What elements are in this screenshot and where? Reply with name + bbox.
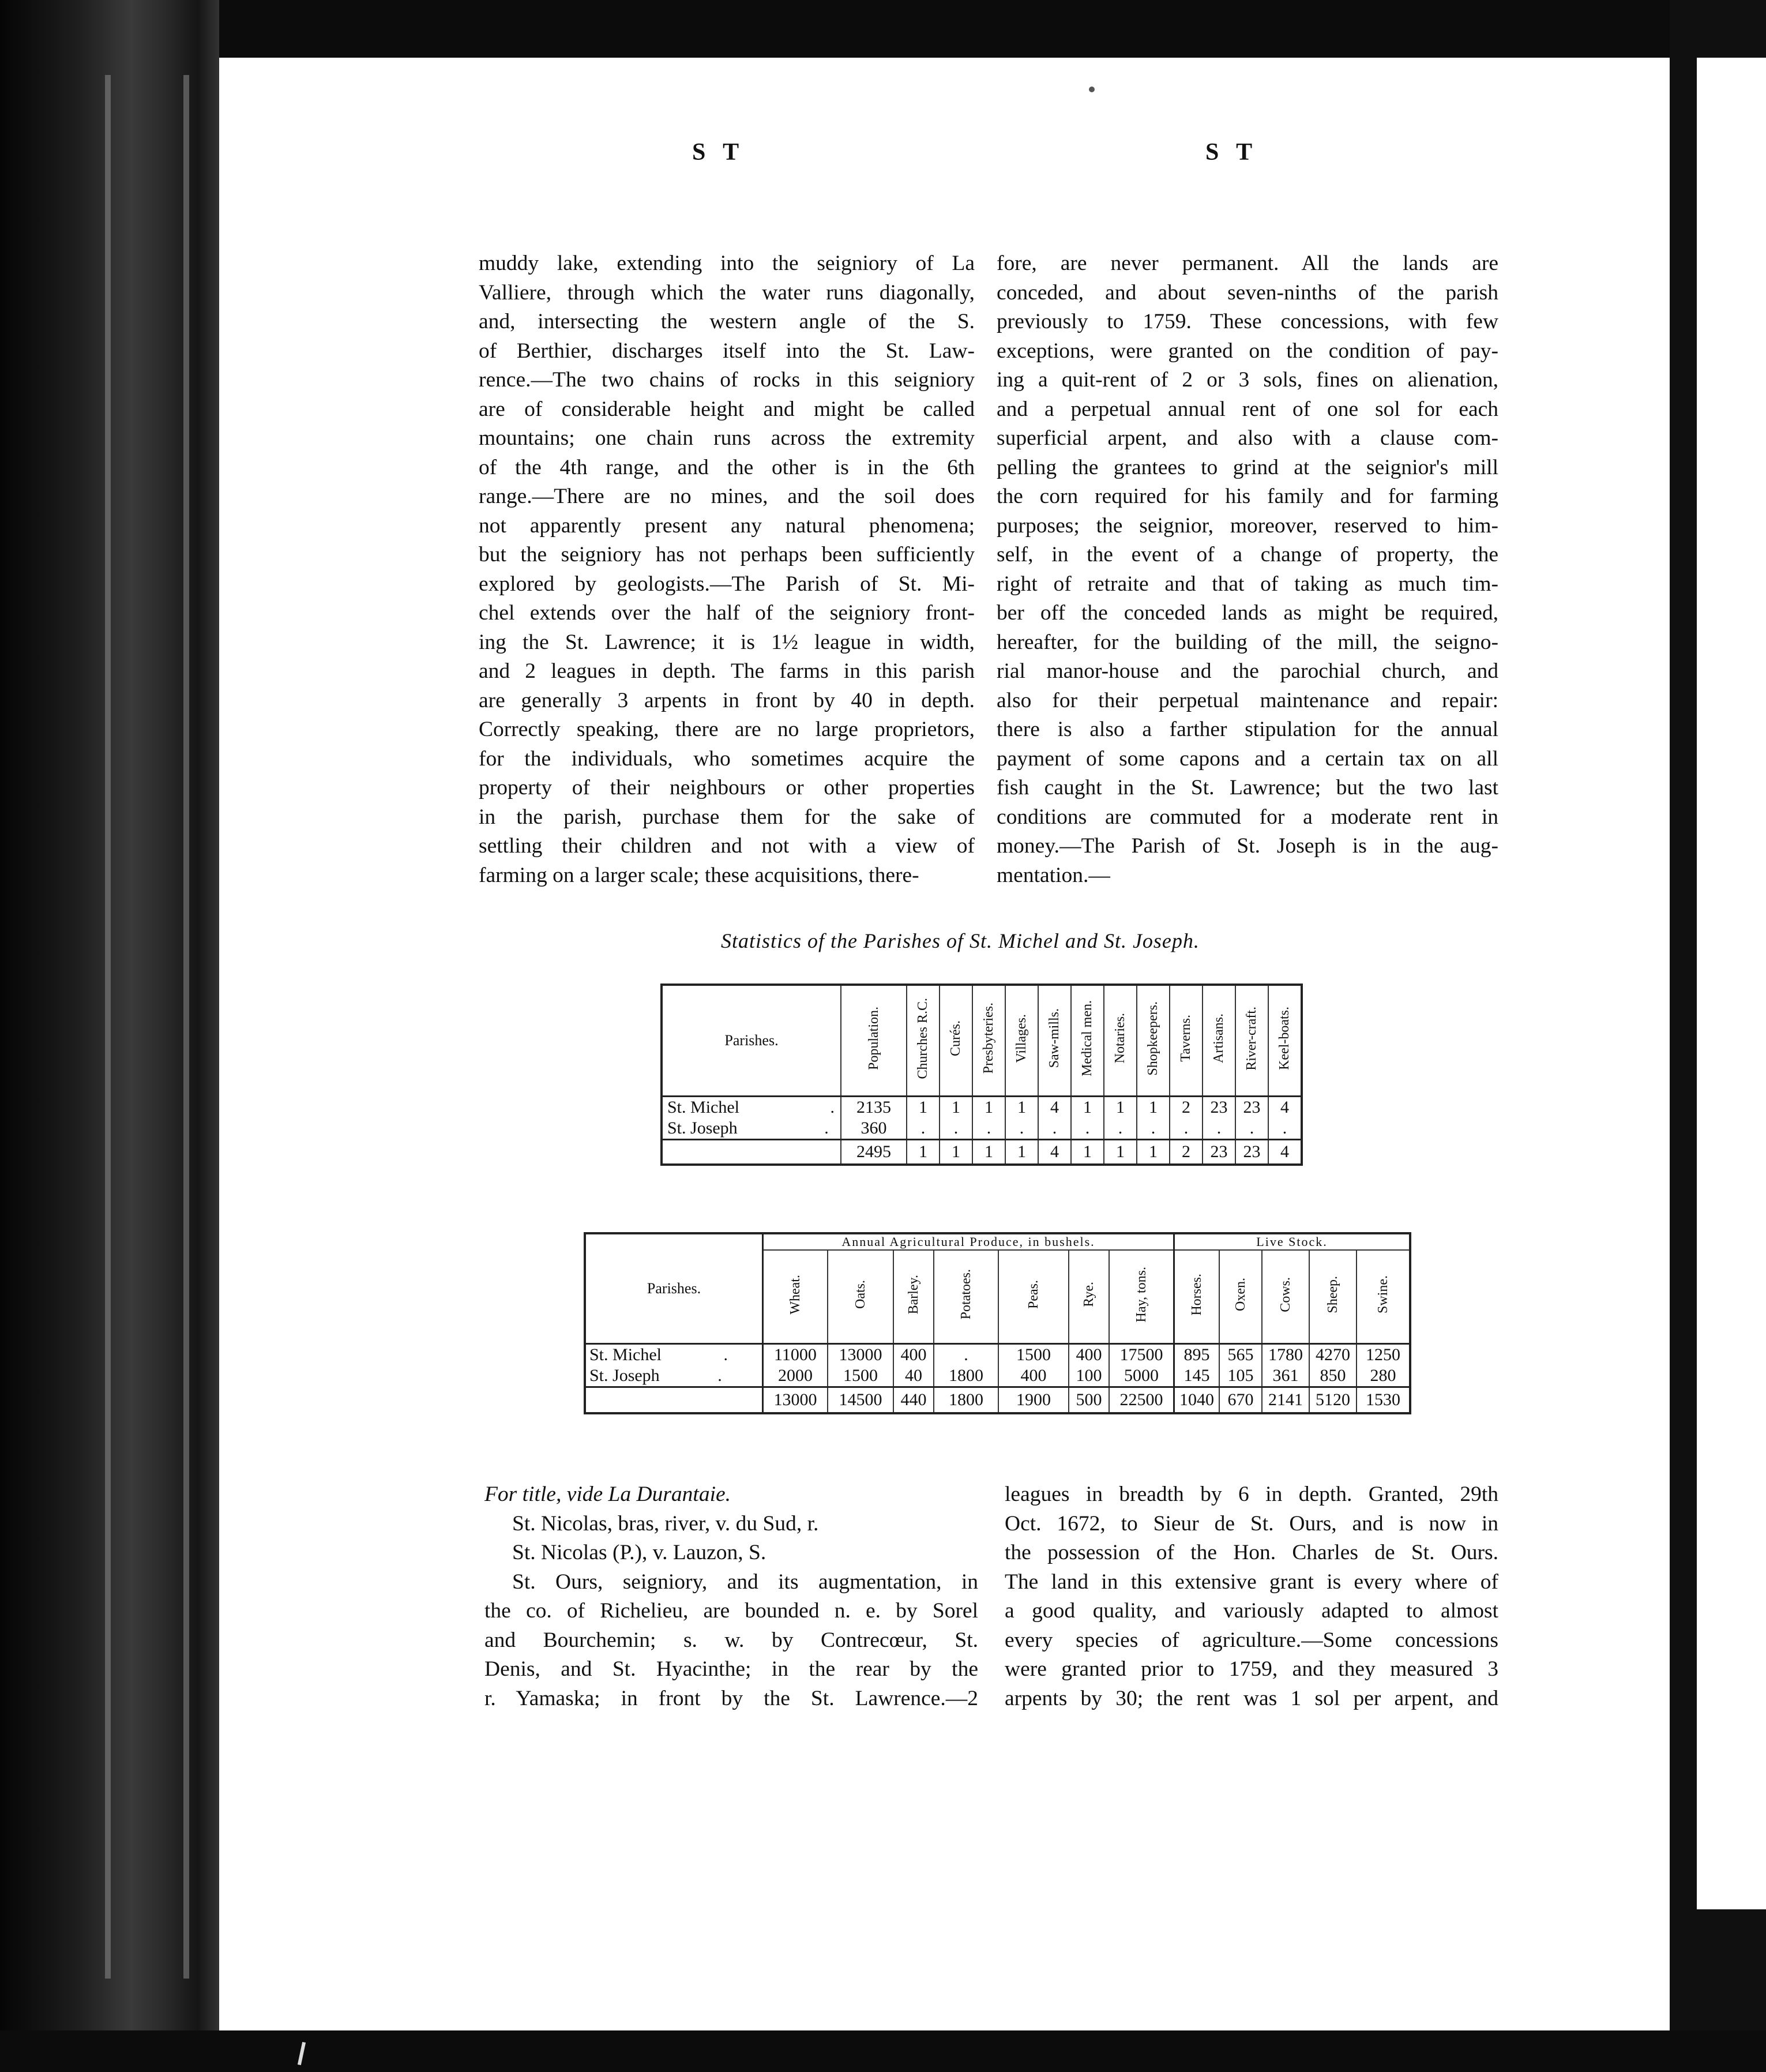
table-cell: 40 xyxy=(893,1365,934,1387)
column-header: Saw-mills. xyxy=(1038,985,1071,1097)
livestock-group-header: Live Stock. xyxy=(1174,1233,1411,1250)
table-cell: . xyxy=(1137,1118,1170,1140)
column-header: Oats. xyxy=(828,1250,893,1344)
text-line: Valliere, through which the water runs diagonally, xyxy=(479,280,975,305)
text-line: mountains; one chain runs across the extremity xyxy=(479,426,975,450)
text-line: muddy lake, extending into the seigniory of La xyxy=(479,252,975,275)
table-cell: 4 xyxy=(1038,1097,1071,1118)
total-cell: 670 xyxy=(1219,1387,1262,1414)
text-line: are generally 3 arpents in front by 40 in depth. xyxy=(479,688,975,712)
text-line: ing the St. Lawrence; it is 1½ league in width, xyxy=(479,630,975,654)
table-cell: . xyxy=(1071,1118,1104,1140)
table-cell: 2 xyxy=(1170,1097,1203,1118)
totals-label xyxy=(585,1387,763,1414)
table-cell: . xyxy=(972,1118,1005,1140)
total-cell: 23 xyxy=(1235,1140,1268,1165)
column-header: Curés. xyxy=(940,985,972,1097)
table-row xyxy=(662,1097,1302,1118)
table-cell: . xyxy=(1038,1118,1071,1140)
text-line: right of retraite and that of taking as much tim- xyxy=(997,572,1498,596)
total-cell: 1800 xyxy=(934,1387,998,1414)
table-cell: 1 xyxy=(907,1097,940,1118)
text-line: self, in the event of a change of property, the xyxy=(997,543,1498,566)
text-line: not apparently present any natural phenomena; xyxy=(479,513,975,538)
total-cell: 1 xyxy=(1071,1140,1104,1165)
column-header: Swine. xyxy=(1357,1250,1410,1344)
text-line: ber off the conceded lands as might be required, xyxy=(997,601,1498,625)
text-line: mentation.— xyxy=(997,863,1110,887)
text-line: ing a quit-rent of 2 or 3 sols, fines on alienation, xyxy=(997,368,1498,392)
text-line: fish caught in the St. Lawrence; but the two last xyxy=(997,776,1498,799)
table-cell: 1500 xyxy=(828,1365,893,1387)
totals-row xyxy=(662,1140,1302,1165)
text-line: money.—The Parish of St. Joseph is in the aug- xyxy=(997,834,1498,858)
table-cell: 17500 xyxy=(1109,1344,1174,1366)
table-cell: 23 xyxy=(1203,1097,1235,1118)
table-cell: 2135 xyxy=(841,1097,907,1118)
table-row xyxy=(585,1344,1410,1366)
table-cell: . xyxy=(1268,1118,1302,1140)
total-cell: 1 xyxy=(1104,1140,1137,1165)
table-cell: 400 xyxy=(1069,1344,1109,1366)
column-header: Horses. xyxy=(1174,1250,1220,1344)
table-cell: . xyxy=(907,1118,940,1140)
table-cell: 360 xyxy=(841,1118,907,1140)
text-line: arpents by 30; the rent was 1 sol per arpent, and xyxy=(1005,1686,1498,1710)
text-line: and a perpetual annual rent of one sol for each xyxy=(997,397,1498,421)
text-line: conceded, and about seven-ninths of the parish xyxy=(997,280,1498,305)
table-cell: 11000 xyxy=(763,1344,828,1366)
text-column-bottom-left xyxy=(484,1480,978,1713)
text-line: leagues in breadth by 6 in depth. Granted, 29th xyxy=(1005,1482,1498,1506)
total-cell: 500 xyxy=(1069,1387,1109,1414)
table-cell: 4270 xyxy=(1309,1344,1357,1366)
column-header: Peas. xyxy=(998,1250,1069,1344)
table-cell: . xyxy=(1203,1118,1235,1140)
text-line: fore, are never permanent. All the lands are xyxy=(997,252,1498,275)
table-cell: 1500 xyxy=(998,1344,1069,1366)
table-cell: . xyxy=(1235,1118,1268,1140)
total-cell: 4 xyxy=(1268,1140,1302,1165)
text-line: rial manor-house and the parochial church, and xyxy=(997,659,1498,683)
table-cell: 361 xyxy=(1262,1365,1309,1387)
table-cell: 4 xyxy=(1268,1097,1302,1118)
table-caption: Statistics of the Parishes of St. Michel and St. Joseph. xyxy=(721,929,1200,952)
text-line: rence.—The two chains of rocks in this seigniory xyxy=(479,368,975,392)
text-line: previously to 1759. These concessions, with few xyxy=(997,310,1498,333)
running-head-right: S T xyxy=(1205,139,1258,166)
running-head-left: S T xyxy=(692,139,745,166)
total-cell: 1 xyxy=(1005,1140,1038,1165)
text-line: also for their perpetual maintenance and repair: xyxy=(997,688,1498,712)
column-header: Sheep. xyxy=(1309,1250,1357,1344)
table-cell: 565 xyxy=(1219,1344,1262,1366)
column-header: Villages. xyxy=(1005,985,1038,1097)
produce-group-header: Annual Agricultural Produce, in bushels. xyxy=(763,1233,1174,1250)
spine-highlight xyxy=(183,75,189,1979)
total-cell: 2 xyxy=(1170,1140,1203,1165)
table-cell: 100 xyxy=(1069,1365,1109,1387)
text-line: superficial arpent, and also with a clause com- xyxy=(997,426,1498,450)
text-line: range.—There are no mines, and the soil does xyxy=(479,485,975,508)
book-spine xyxy=(0,0,219,2072)
text-line: farming on a larger scale; these acquisitions, there- xyxy=(479,863,919,887)
text-line: of Berthier, discharges itself into the St. Law- xyxy=(479,339,975,363)
parish-statistics-table xyxy=(660,984,1303,1166)
column-header: River-craft. xyxy=(1235,985,1268,1097)
text-line: a good quality, and variously adapted to almost xyxy=(1005,1599,1498,1623)
text-column-top-left xyxy=(479,249,975,890)
text-line: and 2 leagues in depth. The farms in this parish xyxy=(479,659,975,683)
text-line: payment of some capons and a certain tax on all xyxy=(997,746,1498,771)
total-cell: 2495 xyxy=(841,1140,907,1165)
table-cell: 1 xyxy=(940,1097,972,1118)
text-line: property of their neighbours or other properties xyxy=(479,776,975,799)
scan-bottom-border xyxy=(0,2030,1766,2072)
text-column-bottom-right xyxy=(1005,1480,1498,1713)
column-header: Notaries. xyxy=(1104,985,1137,1097)
text-line: explored by geologists.—The Parish of St. Mi- xyxy=(479,572,975,596)
text-line: conditions are commuted for a moderate rent in xyxy=(997,805,1498,829)
text-line: St. Nicolas, bras, river, v. du Sud, r. xyxy=(512,1511,819,1536)
column-header: Artisans. xyxy=(1203,985,1235,1097)
total-cell: 1 xyxy=(940,1140,972,1165)
text-line: settling their children and not with a view of xyxy=(479,834,975,858)
spine-highlight xyxy=(105,75,111,1979)
total-cell: 1040 xyxy=(1174,1387,1220,1414)
text-line: the corn required for his family and for farming xyxy=(997,485,1498,508)
text-line: the co. of Richelieu, are bounded n. e. by Sorel xyxy=(484,1599,978,1623)
column-header: Hay, tons. xyxy=(1109,1250,1174,1344)
total-cell: 13000 xyxy=(763,1387,828,1414)
text-line: St. Nicolas (P.), v. Lauzon, S. xyxy=(512,1541,766,1564)
text-line: for the individuals, who sometimes acquire the xyxy=(479,746,975,771)
table-cell: 400 xyxy=(998,1365,1069,1387)
parishes-header: Parishes. xyxy=(662,985,841,1097)
text-line: Oct. 1672, to Sieur de St. Ours, and is now in xyxy=(1005,1511,1498,1536)
table-cell: 145 xyxy=(1174,1365,1220,1387)
parish-name: St. Michel . xyxy=(589,1345,728,1364)
text-line: Correctly speaking, there are no large proprietors, xyxy=(479,718,975,741)
table-cell: 105 xyxy=(1219,1365,1262,1387)
text-line: pelling the grantees to grind at the seignior's mill xyxy=(997,455,1498,479)
table-cell: . xyxy=(1005,1118,1038,1140)
table-cell: 1 xyxy=(972,1097,1005,1118)
table-cell: 1250 xyxy=(1357,1344,1410,1366)
table-cell: 23 xyxy=(1235,1097,1268,1118)
table-cell: 1 xyxy=(1071,1097,1104,1118)
table-cell: 2000 xyxy=(763,1365,828,1387)
parish-name: St. Joseph . xyxy=(667,1118,829,1138)
totals-label xyxy=(662,1140,841,1165)
table-cell: 280 xyxy=(1357,1365,1410,1387)
table-cell: 1 xyxy=(1005,1097,1038,1118)
text-line: are of considerable height and might be called xyxy=(479,397,975,421)
table-cell: 1800 xyxy=(934,1365,998,1387)
column-header: Shopkeepers. xyxy=(1137,985,1170,1097)
column-header: Medical men. xyxy=(1071,985,1104,1097)
text-line: and, intersecting the western angle of the S. xyxy=(479,310,975,333)
column-header: Barley. xyxy=(893,1250,934,1344)
text-line: hereafter, for the building of the mill, the seigno- xyxy=(997,630,1498,654)
text-line: r. Yamaska; in front by the St. Lawrence.—2 xyxy=(484,1686,978,1710)
total-cell: 1 xyxy=(907,1140,940,1165)
table-cell: 850 xyxy=(1309,1365,1357,1387)
scan-top-border xyxy=(0,0,1766,58)
table-cell: 13000 xyxy=(828,1344,893,1366)
table-row xyxy=(662,1118,1302,1140)
column-header: Potatoes. xyxy=(934,1250,998,1344)
column-header: Cows. xyxy=(1262,1250,1309,1344)
text-line: and Bourchemin; s. w. by Contrecœur, St. xyxy=(484,1628,978,1652)
text-line: were granted prior to 1759, and they measured 3 xyxy=(1005,1657,1498,1681)
total-cell: 4 xyxy=(1038,1140,1071,1165)
column-header: Keel-boats. xyxy=(1268,985,1302,1097)
text-line: purposes; the seignior, moreover, reserved to him- xyxy=(997,513,1498,538)
total-cell: 1900 xyxy=(998,1387,1069,1414)
column-header: Churches R.C. xyxy=(907,985,940,1097)
total-cell: 440 xyxy=(893,1387,934,1414)
column-header: Oxen. xyxy=(1219,1250,1262,1344)
agriculture-livestock-table xyxy=(584,1232,1411,1414)
table-cell: 400 xyxy=(893,1344,934,1366)
column-header: Taverns. xyxy=(1170,985,1203,1097)
totals-row xyxy=(585,1387,1410,1414)
column-header: Rye. xyxy=(1069,1250,1109,1344)
text-line: of the 4th range, and the other is in the 6th xyxy=(479,455,975,479)
parish-name: St. Michel . xyxy=(667,1098,835,1117)
text-line: in the parish, purchase them for the sake of xyxy=(479,805,975,829)
table-cell: . xyxy=(1104,1118,1137,1140)
text-column-top-right xyxy=(997,249,1498,890)
total-cell: 1 xyxy=(1137,1140,1170,1165)
total-cell: 1530 xyxy=(1357,1387,1410,1414)
parish-name: St. Joseph . xyxy=(589,1366,722,1385)
table-row xyxy=(585,1365,1410,1387)
total-cell: 14500 xyxy=(828,1387,893,1414)
total-cell: 1 xyxy=(972,1140,1005,1165)
text-line: For title, vide La Durantaie. xyxy=(484,1482,731,1506)
text-line: every species of agriculture.—Some concessions xyxy=(1005,1628,1498,1652)
text-line: Denis, and St. Hyacinthe; in the rear by the xyxy=(484,1657,978,1681)
table-cell: . xyxy=(940,1118,972,1140)
table-cell: 1780 xyxy=(1262,1344,1309,1366)
text-line: St. Ours, seigniory, and its augmentation, in xyxy=(512,1570,978,1594)
table-cell: 895 xyxy=(1174,1344,1220,1366)
scan-speck xyxy=(1089,87,1095,92)
table-cell: 1 xyxy=(1104,1097,1137,1118)
table-cell: . xyxy=(934,1344,998,1366)
table-cell: . xyxy=(1170,1118,1203,1140)
text-line: there is also a farther stipulation for the annual xyxy=(997,718,1498,741)
column-header: Wheat. xyxy=(763,1250,828,1344)
total-cell: 23 xyxy=(1203,1140,1235,1165)
text-line: but the seigniory has not perhaps been sufficiently xyxy=(479,543,975,566)
facing-page-edge xyxy=(1697,58,1766,1909)
table-cell: 5000 xyxy=(1109,1365,1174,1387)
total-cell: 5120 xyxy=(1309,1387,1357,1414)
total-cell: 2141 xyxy=(1262,1387,1309,1414)
text-line: chel extends over the half of the seigniory front- xyxy=(479,601,975,625)
text-line: The land in this extensive grant is every where of xyxy=(1005,1570,1498,1594)
text-line: the possession of the Hon. Charles de St. Ours. xyxy=(1005,1541,1498,1564)
total-cell: 22500 xyxy=(1109,1387,1174,1414)
text-line: exceptions, were granted on the condition of pay- xyxy=(997,339,1498,363)
table-cell: 1 xyxy=(1137,1097,1170,1118)
column-header: Population. xyxy=(841,985,907,1097)
column-header: Presbyteries. xyxy=(972,985,1005,1097)
parishes-header: Parishes. xyxy=(585,1233,763,1344)
